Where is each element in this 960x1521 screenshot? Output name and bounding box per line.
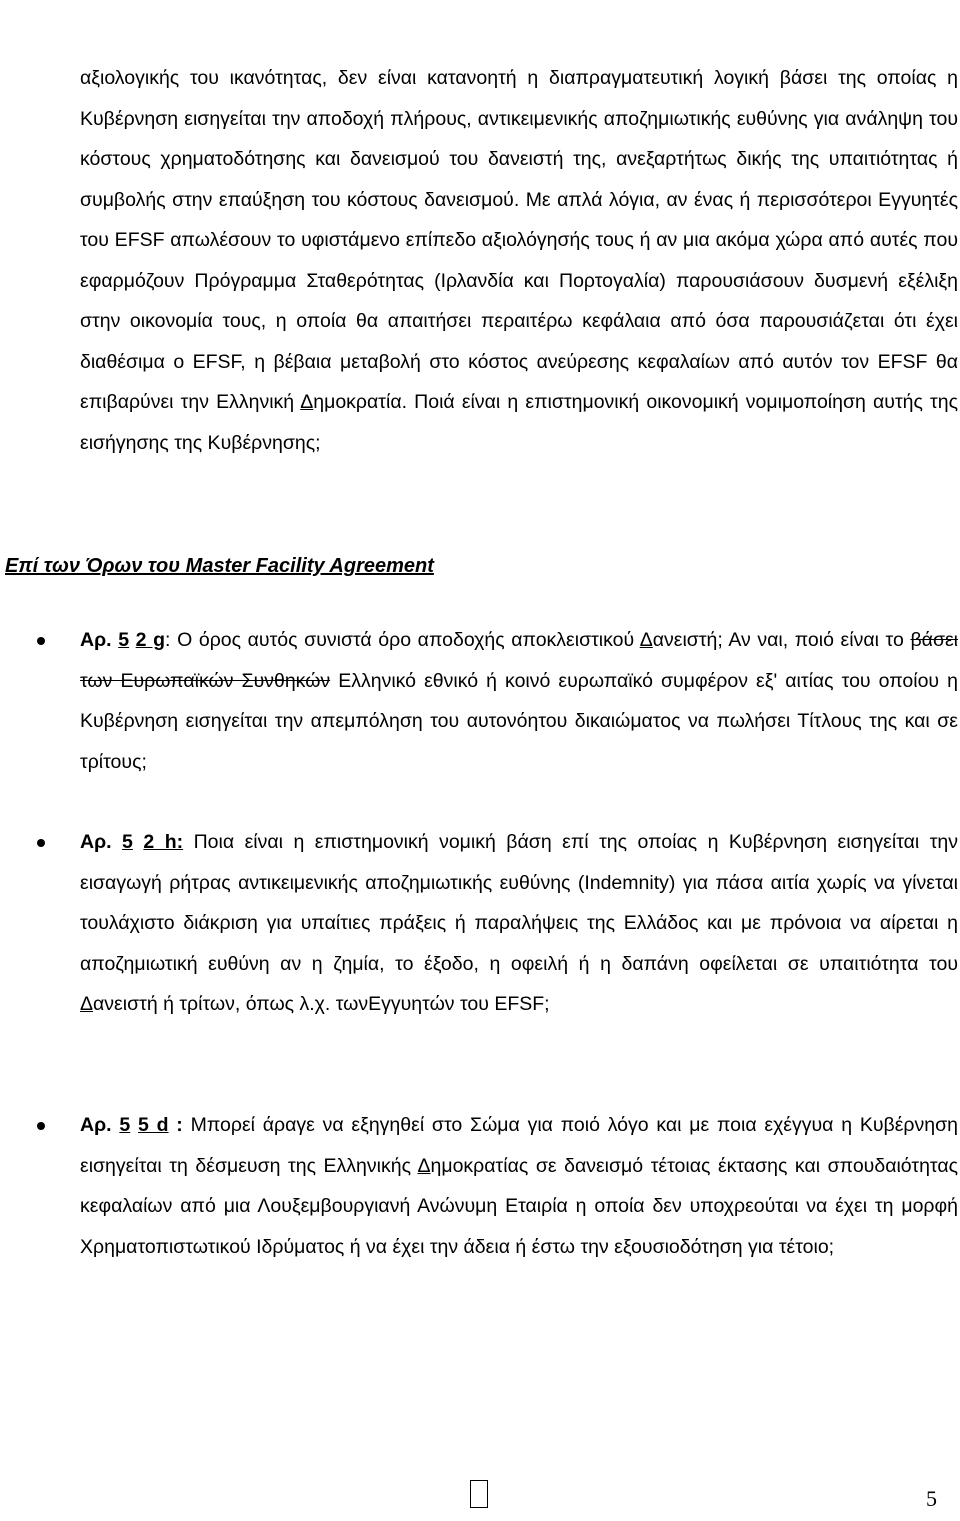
bullet-text: Ποια είναι η επιστημονική νομική βάση επί της οποίας η Κυβέρνηση εισηγείται την εισαγωγή ρήτρας αντικειμενικής αποζημιωτικής ευθύνης (Indemnity) για πάσα αιτία χωρίς να γίνεται τουλάχιστο διάκριση για υπαίτιες πράξεις ή παραλήψεις της Ελλάδος και με πρόνοια να αίρεται η αποζημιωτική ευθύνη αν η ζημία, το έξοδο, η οφειλή ή η δαπάνη οφείλεται σε υπαιτιότητα του	[80, 831, 959, 975]
intro-paragraph	[80, 58, 958, 463]
article-ref-subsection: 5 d	[137, 1114, 169, 1136]
bullet-item-article-5-2h: Αρ. 5 2 h: Ποια είναι η επιστημονική νομική βάση επί της οποίας η Κυβέρνηση εισηγείται την εισαγωγή ρήτρας αντικειμενικής αποζημιωτικής ευθύνης (Indemnity) για πάσα αιτία χωρίς να γίνεται τουλάχιστο διάκριση για υπαίτιες πράξεις ή παραλήψεις της Ελλάδος και με πρόνοια να αίρεται η αποζημιωτική ευθύνη αν η ζημία, το έξοδο, η οφειλή ή η δαπάνη οφείλεται σε υπαιτιότητα του Δανειστή ή τρίτων, όπως λ.χ. τωνΕγγυητών του EFSF;	[80, 831, 959, 1015]
page-number: 5	[926, 1486, 937, 1511]
bullet-item-article-5-5d: Αρ. 5 5 d : Μπορεί άραγε να εξηγηθεί στο Σώμα για ποιό λόγο και με ποια εχέγγυα η Κυβέρνηση εισηγείται τη δέσμευση της Ελληνικής Δημοκρατίας σε δανεισμό τέτοιας έκτασης και σπουδαιότητας κεφαλαίων από μια Λουξεμβουργιανή Ανώνυμη Εταιρία η οποία δεν υποχρεούται να έχει τη μορφή Χρηματοπιστωτικού Ιδρύματος ή να έχει την άδεια ή έστω την εξουσιοδότηση για τέτοιο;	[80, 1114, 959, 1258]
bullet-icon	[37, 839, 45, 847]
article-ref-prefix: Αρ.	[80, 629, 119, 651]
intro-underlined-letter: Δ	[300, 391, 314, 413]
article-ref-prefix: Αρ.	[80, 831, 123, 853]
missing-glyph-icon	[470, 1480, 488, 1508]
article-ref-subsection: 2 g	[135, 629, 166, 651]
intro-text-part2: ημοκρατία. Ποιά είναι η επιστημονική οικονομική νομιμοποίηση αυτής της εισήγησης της Κυβέρνησης;	[80, 391, 958, 454]
section-heading: Επί των Όρων του Master Facility Agreement	[5, 555, 434, 577]
article-ref-number: 5	[119, 1114, 131, 1136]
article-ref-prefix: Αρ.	[80, 1114, 120, 1136]
bullet-text: Μπορεί άραγε να εξηγηθεί στο Σώμα για ποιό λόγο και με ποια εχέγγυα η Κυβέρνηση εισηγείται τη δέσμευση της Ελληνικής	[80, 1114, 958, 1177]
intro-text-part1: αξιολογικής του ικανότητας, δεν είναι κατανοητή η διαπραγματευτική λογική βάσει της οποίας η Κυβέρνηση εισηγείται την αποδοχή πλήρους, αντικειμενικής αποζημιωτικής ευθύνης για ανάληψη του κόστους χρηματοδότησης και δανεισμού του δανειστή της, ανεξαρτήτως δικής της υπαιτιότητας ή συμβολής στην επαύξηση του κόστους δανεισμού. Με απλά λόγια, αν ένας ή περισσότεροι Εγγυητές του EFSF απωλέσουν το υφιστάμενο επίπεδο αξιολόγησής τους ή αν μια ακόμα χώρα από αυτές που εφαρμόζουν Πρόγραμμα Σταθερότητας (Ιρλανδία και Πορτογαλία) παρουσιάσουν δυσμενή εξέλιξη στην οικονομία τους, η οποία θα απαιτήσει περαιτέρω κεφάλαια από όσα παρουσιάζεται ότι έχει διαθέσιμα ο EFSF, η βέβαια μεταβολή στο κόστος ανεύρεσης κεφαλαίων από αυτόν τον EFSF θα επιβαρύνει την Ελληνική	[80, 67, 958, 413]
bullet-text: : Ο όρος αυτός συνιστά όρο αποδοχής αποκλειστικού	[165, 629, 640, 651]
struck-text: βάσει των Ευρωπαϊκών Συνθηκών	[80, 629, 959, 692]
article-ref-number: 5	[118, 629, 130, 651]
bullet-item-article-5-2g: Αρ. 5 2 g: Ο όρος αυτός συνιστά όρο αποδοχής αποκλειστικού Δανειστή; Αν ναι, ποιό είναι το βάσει των Ευρωπαϊκών Συνθηκών Ελληνικό εθνικό ή κοινό ευρωπαϊκό συμφέρον εξ' αιτίας του οποίου η Κυβέρνηση εισηγείται την απεμπόληση του αυτονόητου δικαιώματος να πωλήσει Τίτλους της και σε τρίτους;	[80, 629, 959, 773]
article-ref-subsection: 2 h:	[143, 831, 184, 853]
bullet-icon	[37, 1122, 45, 1130]
bullet-icon	[37, 637, 45, 645]
article-ref-number: 5	[122, 831, 133, 853]
